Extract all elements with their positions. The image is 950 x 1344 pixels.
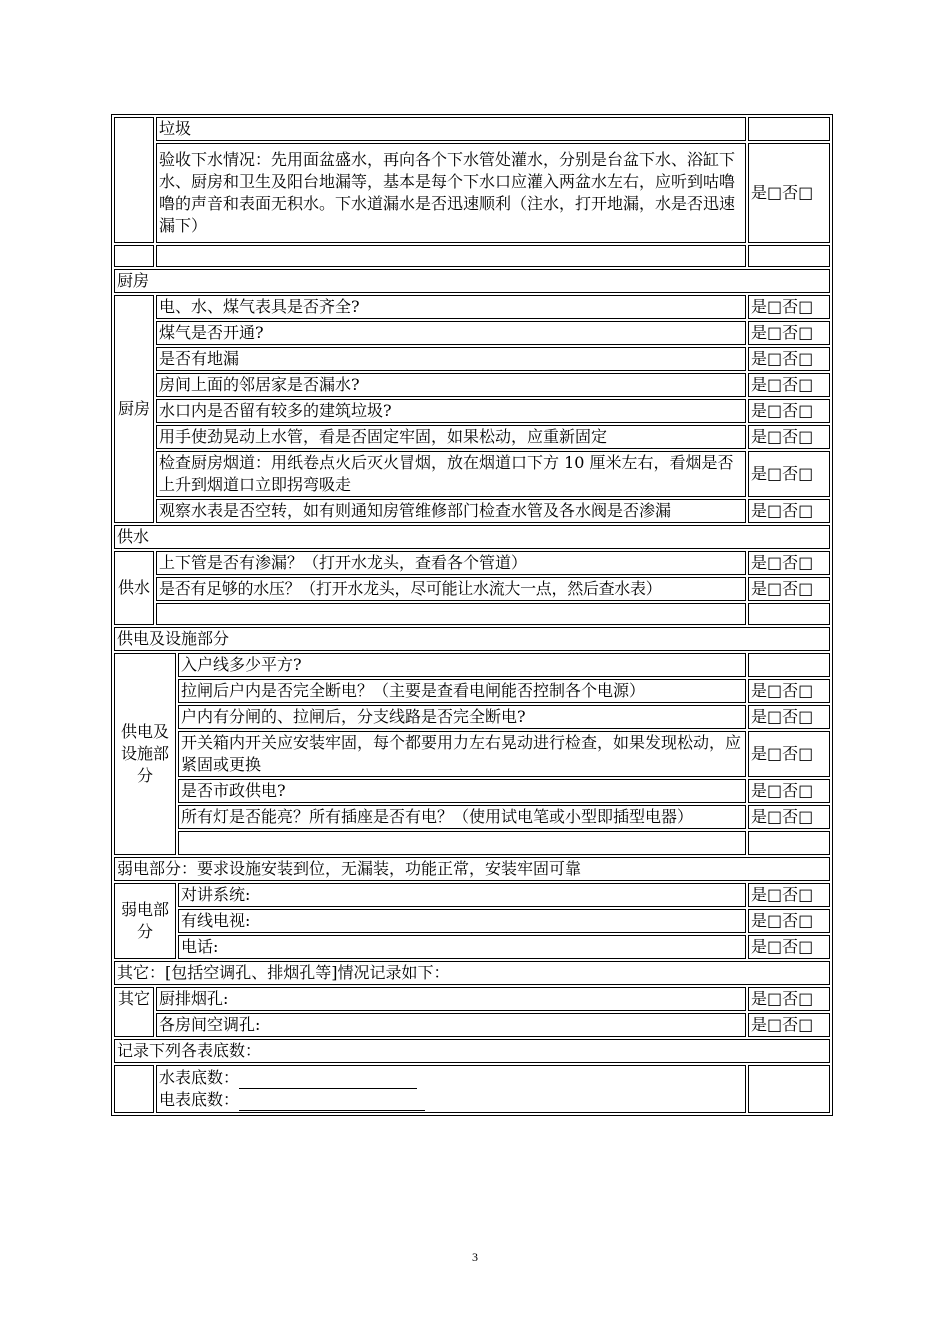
yes-no-checkbox[interactable]: 是□否□ [748, 347, 830, 371]
table-row [114, 143, 830, 243]
yes-no-checkbox[interactable]: 是□否□ [748, 1013, 830, 1037]
section-header-row [114, 1039, 830, 1063]
table-row [114, 451, 830, 497]
blank-check-cell [748, 117, 830, 141]
weak-current-section-title: 弱电部分：要求设施安装到位，无漏装，功能正常，安装牢固可靠 [114, 857, 830, 881]
table-row [114, 679, 830, 703]
weak-current-item: 电话: [178, 935, 746, 959]
water-supply-section-title: 供水 [114, 525, 830, 549]
table-row [114, 731, 830, 777]
section-header-row [114, 961, 830, 985]
power-item: 拉闸后户内是否完全断电？（主要是查看电闸能否控制各个电源） [178, 679, 746, 703]
table-row [114, 653, 830, 677]
weak-current-item: 有线电视: [178, 909, 746, 933]
yes-no-checkbox[interactable]: 是□否□ [748, 143, 830, 243]
drain-check-item: 验收下水情况：先用面盆盛水，再向各个下水管处灌水，分别是台盆下水、浴缸下水、厨房和卫生及阳台地漏等，基本是每个下水口应灌入两盆水左右，应听到咕噜噜的声音和表面无积水。下水道漏水是否迅速顺利（注水，打开地漏，水是否迅速漏下） [156, 143, 746, 243]
yes-no-checkbox[interactable]: 是□否□ [748, 935, 830, 959]
table-row [114, 245, 830, 267]
yes-no-checkbox[interactable]: 是□否□ [748, 577, 830, 601]
power-row-label: 供电及设施部分 [114, 653, 176, 855]
section-header-row [114, 269, 830, 293]
yes-no-checkbox[interactable]: 是□否□ [748, 987, 830, 1011]
table-row [114, 705, 830, 729]
yes-no-checkbox[interactable]: 是□否□ [748, 551, 830, 575]
yes-no-checkbox[interactable]: 是□否□ [748, 321, 830, 345]
electric-meter-blank[interactable] [239, 1092, 425, 1111]
checklist-sheet [111, 114, 833, 1116]
blank-label-cell [114, 1065, 154, 1113]
kitchen-row-label: 厨房 [114, 295, 154, 523]
yes-no-checkbox[interactable]: 是□否□ [748, 779, 830, 803]
table-row [114, 373, 830, 397]
electric-meter-label: 电表底数： [159, 1090, 240, 1109]
table-row [114, 779, 830, 803]
blank-check-cell [748, 1065, 830, 1113]
yes-no-checkbox[interactable]: 是□否□ [748, 805, 830, 829]
page-number: 3 [472, 1250, 478, 1264]
garbage-item: 垃圾 [156, 117, 746, 141]
weak-current-row-label: 弱电部分 [114, 883, 176, 959]
kitchen-item: 房间上面的邻居家是否漏水? [156, 373, 746, 397]
acceptance-checklist-table [111, 114, 833, 1116]
power-item: 开关箱内开关应安装牢固，每个都要用力左右晃动进行检查，如果发现松动，应紧固或更换 [178, 731, 746, 777]
yes-no-checkbox[interactable]: 是□否□ [748, 883, 830, 907]
yes-no-checkbox[interactable]: 是□否□ [748, 295, 830, 319]
table-row [114, 551, 830, 575]
weak-current-item: 对讲系统: [178, 883, 746, 907]
table-row [114, 909, 830, 933]
table-row [114, 883, 830, 907]
table-row [114, 805, 830, 829]
table-row [114, 1065, 830, 1113]
table-row [114, 577, 830, 601]
power-section-title: 供电及设施部分 [114, 627, 830, 651]
water-supply-item: 是否有足够的水压？（打开水龙头，尽可能让水流大一点，然后查水表） [156, 577, 746, 601]
other-item: 各房间空调孔: [156, 1013, 746, 1037]
blank-label-cell [114, 117, 154, 243]
kitchen-item: 煤气是否开通? [156, 321, 746, 345]
yes-no-checkbox[interactable]: 是□否□ [748, 373, 830, 397]
kitchen-item: 水口内是否留有较多的建筑垃圾? [156, 399, 746, 423]
power-item: 户内有分闸的、拉闸后，分支线路是否完全断电? [178, 705, 746, 729]
table-row [114, 347, 830, 371]
section-header-row [114, 857, 830, 881]
kitchen-section-title: 厨房 [114, 269, 830, 293]
yes-no-checkbox[interactable]: 是□否□ [748, 399, 830, 423]
table-row [114, 935, 830, 959]
power-item: 入户线多少平方? [178, 653, 746, 677]
yes-no-checkbox[interactable]: 是□否□ [748, 499, 830, 523]
section-header-row [114, 627, 830, 651]
kitchen-item: 观察水表是否空转，如有则通知房管维修部门检查水管及各水阀是否渗漏 [156, 499, 746, 523]
water-supply-row-label: 供水 [114, 551, 154, 625]
meters-section-title: 记录下列各表底数： [114, 1039, 830, 1063]
yes-no-checkbox[interactable]: 是□否□ [748, 909, 830, 933]
water-meter-blank[interactable] [239, 1070, 417, 1089]
table-row [114, 321, 830, 345]
table-row [114, 603, 830, 625]
table-row [114, 831, 830, 855]
table-row [114, 399, 830, 423]
water-supply-item: 上下管是否有渗漏？（打开水龙头，查看各个管道） [156, 551, 746, 575]
section-header-row [114, 525, 830, 549]
kitchen-item: 用手使劲晃动上水管，看是否固定牢固，如果松动，应重新固定 [156, 425, 746, 449]
kitchen-item: 是否有地漏 [156, 347, 746, 371]
yes-no-checkbox[interactable]: 是□否□ [748, 679, 830, 703]
power-item: 是否市政供电? [178, 779, 746, 803]
yes-no-checkbox[interactable]: 是□否□ [748, 425, 830, 449]
electric-meter-line [159, 1089, 743, 1111]
table-row [114, 499, 830, 523]
other-section-title: 其它：[包括空调孔、排烟孔等]情况记录如下： [114, 961, 830, 985]
other-item: 厨排烟孔: [156, 987, 746, 1011]
power-item: 所有灯是否能亮？所有插座是否有电？（使用试电笔或小型即插型电器） [178, 805, 746, 829]
blank-check-cell [748, 653, 830, 677]
water-meter-line [159, 1067, 743, 1089]
yes-no-checkbox[interactable]: 是□否□ [748, 731, 830, 777]
yes-no-checkbox[interactable]: 是□否□ [748, 451, 830, 497]
kitchen-item: 电、水、煤气表具是否齐全? [156, 295, 746, 319]
water-meter-label: 水表底数： [159, 1068, 240, 1087]
meter-readings [156, 1065, 746, 1113]
table-row [114, 295, 830, 319]
table-row [114, 1013, 830, 1037]
table-row [114, 425, 830, 449]
yes-no-checkbox[interactable]: 是□否□ [748, 705, 830, 729]
table-row [114, 117, 830, 141]
other-row-label: 其它 [114, 987, 154, 1037]
table-row [114, 987, 830, 1011]
kitchen-item: 检查厨房烟道：用纸卷点火后灭火冒烟，放在烟道口下方 10 厘米左右，看烟是否上升到烟道口立即拐弯吸走 [156, 451, 746, 497]
